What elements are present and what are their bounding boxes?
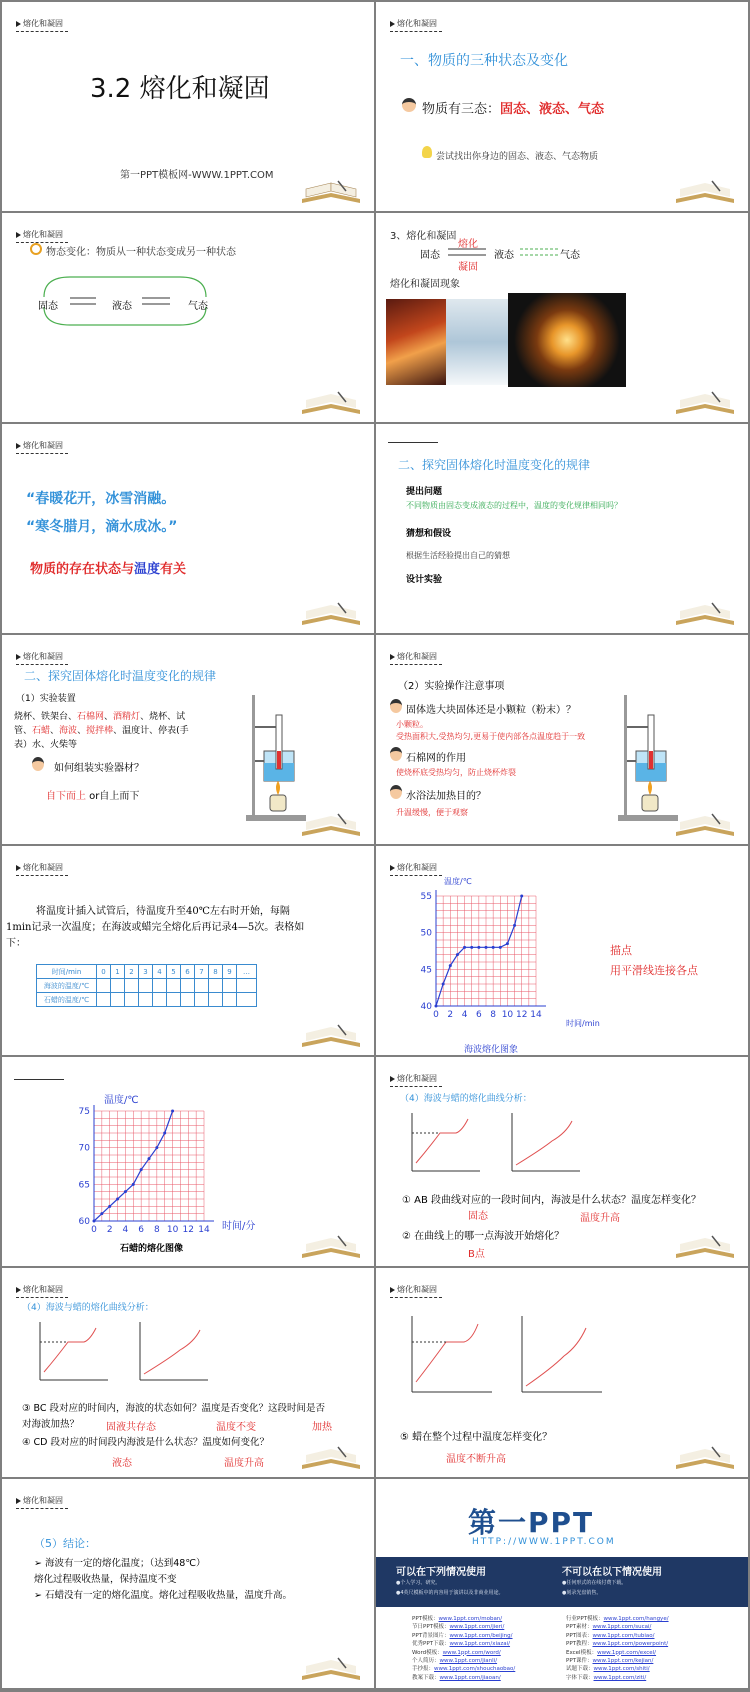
answer-1a: 小颗粒。	[396, 720, 428, 729]
state-gas: 气态	[560, 250, 580, 261]
procedure-line-2: 1min记录一次温度；在海波或蜡完全熔化后再记录4—5次。表格如	[6, 922, 305, 933]
question-5: ⑤ 蜡在整个过程中温度怎样变化？	[400, 1432, 553, 1443]
credit-link-url[interactable]: www.1ppt.com/word/	[442, 1649, 501, 1656]
slide-tag: 熔化和凝固	[16, 1495, 63, 1506]
y-tick-label: 60	[78, 1217, 90, 1227]
x-tick-label: 6	[475, 1010, 482, 1020]
y-tick-label: 70	[78, 1143, 90, 1154]
x-tick-label: 0	[91, 1225, 97, 1235]
credit-link-url[interactable]: www.1ppt.com/tubiao/	[592, 1632, 655, 1639]
header-line	[14, 1079, 64, 1080]
credit-link-row	[412, 1674, 515, 1682]
book-icon	[298, 390, 364, 416]
credit-link-row	[412, 1657, 515, 1665]
label-melt: 熔化	[458, 239, 478, 250]
slide-15-conclusion	[2, 1479, 374, 1688]
credit-link-row	[566, 1632, 669, 1640]
section-heading: （4）海波与蜡的熔化曲线分析：	[22, 1303, 154, 1313]
photo-icicles	[446, 299, 508, 385]
slide-tag: 熔化和凝固	[16, 862, 63, 873]
book-icon	[298, 601, 364, 627]
data-point	[100, 1212, 103, 1215]
row-hypo: 海波的温度/℃	[37, 979, 97, 993]
x-tick-label: 2	[447, 1010, 454, 1020]
data-point	[456, 953, 459, 956]
person-icon	[402, 98, 416, 112]
data-point	[449, 964, 452, 967]
state-solid: 固态	[38, 301, 58, 312]
slide-tag: 熔化和凝固	[390, 18, 437, 29]
credit-link-url[interactable]: www.1ppt.com/shiti/	[593, 1666, 650, 1673]
data-point	[124, 1190, 127, 1193]
person-icon	[390, 699, 402, 713]
answer-4a: 液态	[112, 1458, 132, 1469]
apparatus-line-1: 烧杯、铁架台、石棉网、酒精灯、烧杯、试	[14, 712, 186, 722]
data-point	[171, 1110, 174, 1113]
state-liquid: 液态	[112, 301, 132, 312]
step-hypothesis: 猜想和假设	[406, 529, 452, 539]
mini-curves	[30, 1318, 230, 1388]
x-tick-label: 0	[433, 1010, 439, 1020]
x-tick-label: 8	[490, 1010, 497, 1020]
credit-link-row	[412, 1632, 515, 1640]
credit-link-label: 手抄报：	[412, 1666, 435, 1673]
data-point	[93, 1220, 96, 1223]
credit-link-label: 字体下载：	[566, 1674, 594, 1681]
answer-2: 使烧杯底受热均匀，防止烧杯炸裂	[396, 768, 516, 777]
credit-link-row	[412, 1665, 515, 1673]
y-tick-label: 40	[420, 1002, 432, 1012]
data-point	[140, 1168, 143, 1171]
data-point	[506, 942, 509, 945]
credit-link-url[interactable]: www.1ppt.com/kejian/	[592, 1658, 654, 1665]
book-icon	[672, 1445, 738, 1471]
credit-link-row	[412, 1640, 515, 1648]
credit-link-row	[566, 1615, 669, 1623]
procedure-line-1: 将温度计插入试管后，待温度升至40℃左右时开始，每隔	[36, 906, 290, 917]
links-right	[566, 1615, 669, 1682]
book-icon	[672, 601, 738, 627]
y-tick-label: 65	[78, 1180, 90, 1191]
slide-14-wax-question	[376, 1268, 748, 1477]
photo-candle	[508, 293, 626, 387]
credit-link-label: Word模板：	[412, 1649, 443, 1656]
mini-curves	[402, 1312, 612, 1402]
slide-8-notes	[376, 635, 748, 844]
y-axis-label: 温度/℃	[104, 1095, 139, 1106]
allowed-note-1: ●个人学习、研究。	[396, 1580, 441, 1586]
x-tick-label: 2	[106, 1225, 113, 1235]
slide-tag: 熔化和凝固	[390, 862, 437, 873]
credit-link-label: 优秀PPT下载：	[412, 1641, 450, 1648]
notes-subtitle: （2）实验操作注意事项	[398, 681, 505, 692]
quote-1: “春暖花开，冰雪消融。	[26, 491, 176, 507]
x-tick-label: 6	[138, 1225, 145, 1235]
state-liquid: 液态	[494, 250, 514, 261]
data-point	[520, 895, 523, 898]
allowed-note-2: ●4英尺模板中的内容用于演讲以及非商业用途。	[396, 1590, 504, 1596]
slide-6-inquiry	[376, 424, 748, 633]
slide-12-analysis	[376, 1057, 748, 1266]
conclusion-line-3: ➢ 石蜡没有一定的熔化温度。熔化过程吸收热量，温度升高。	[34, 1590, 292, 1601]
x-tick-label: 14	[530, 1010, 542, 1020]
y-tick-label: 50	[420, 928, 432, 939]
data-point	[148, 1157, 151, 1160]
assembly-question: 如何组装实验器材？	[54, 763, 144, 774]
conclusion-line-1: ➢ 海波有一定的熔化温度；（达到48℃）	[34, 1558, 206, 1569]
answer-3c: 加热	[312, 1422, 332, 1433]
conclusion-heading: （5）结论：	[34, 1537, 96, 1550]
answer-5: 温度不断升高	[446, 1454, 506, 1465]
y-axis-label: 温度/℃	[444, 877, 472, 886]
apparatus-line-2: 管、石蜡、海波、搅拌棒、温度计、停表(手	[14, 726, 189, 736]
question-2: ② 在曲线上的哪一点海波开始熔化？	[402, 1231, 565, 1242]
slide-16-credits	[376, 1479, 748, 1688]
book-icon	[298, 179, 364, 205]
answer-3a: 固液共存态	[106, 1422, 156, 1433]
apparatus-line-3: 表）水、火柴等	[14, 740, 78, 750]
credit-link-url[interactable]: www.1ppt.com/moban/	[438, 1616, 503, 1622]
allowed-title: 可以在下列情况使用	[396, 1567, 486, 1578]
apparatus-illustration	[614, 691, 694, 825]
data-point	[108, 1205, 111, 1208]
book-icon	[298, 1023, 364, 1049]
magnifier-icon	[30, 243, 42, 255]
credit-link-label: 行业PPT模板：	[566, 1616, 604, 1622]
note-smooth: 用平滑线连接各点	[610, 964, 698, 977]
person-icon	[32, 757, 44, 771]
data-point	[477, 946, 480, 949]
source-text: 第一PPT模板网-WWW.1PPT.COM	[120, 170, 274, 181]
book-icon	[672, 390, 738, 416]
disallowed-note-1: ●任何形式的在线付费下载。	[562, 1580, 627, 1586]
slide-11-wax-graph	[2, 1057, 374, 1266]
slide-2-states	[376, 2, 748, 211]
slide-tag: 熔化和凝固	[16, 229, 63, 240]
phenomena-label: 熔化和凝固现象	[390, 279, 460, 290]
conclusion-line-2: 熔化过程吸收热量，保持温度不变	[34, 1574, 177, 1585]
answer-1b: 温度升高	[580, 1213, 620, 1224]
section-heading: 二、探究固体熔化时温度变化的规律	[24, 669, 217, 683]
data-point	[470, 946, 473, 949]
data-point	[485, 946, 488, 949]
question-1: 固体选大块固体还是小颗粒（粉末）？	[406, 705, 576, 716]
y-tick-label: 45	[420, 965, 432, 976]
x-tick-label: 12	[182, 1225, 195, 1235]
answer-3: 升温缓慢，便于观察	[396, 808, 468, 817]
y-tick-label: 75	[78, 1107, 90, 1117]
section-heading: 一、物质的三种状态及变化	[400, 53, 568, 69]
apparatus-subtitle: （1）实验装置	[16, 694, 76, 704]
slide-3-change	[2, 213, 374, 422]
answer-4b: 温度升高	[224, 1458, 264, 1469]
mini-curves	[402, 1109, 602, 1179]
hypothesis-text: 根据生活经验提出自己的猜想	[406, 551, 510, 560]
credit-link-label: 节日PPT模板：	[412, 1624, 450, 1631]
data-point	[132, 1183, 135, 1186]
credit-link-url[interactable]: www.1ppt.com/jieri/	[449, 1624, 505, 1631]
question-text: 不同物质由固态变成液态的过程中，温度的变化规律相同吗？	[406, 501, 622, 510]
credit-link-url[interactable]: www.1ppt.com/jiaoan/	[439, 1674, 501, 1681]
book-icon	[672, 1234, 738, 1260]
data-point	[163, 1132, 166, 1135]
slide-tag: 熔化和凝固	[16, 440, 63, 451]
answer-3b: 温度不变	[216, 1422, 256, 1433]
credit-link-label: Excel模板：	[566, 1649, 598, 1656]
assembly-answer: 自下而上 or自上而下	[46, 791, 140, 802]
slide-title: 3.2 熔化和凝固	[90, 74, 270, 104]
x-tick-label: 4	[122, 1225, 129, 1235]
book-icon	[298, 1656, 364, 1682]
credit-link-row	[412, 1649, 515, 1657]
credit-link-row	[566, 1674, 669, 1682]
credit-link-row	[566, 1657, 669, 1665]
credit-link-row	[566, 1665, 669, 1673]
data-point	[116, 1198, 119, 1201]
slide-tag: 熔化和凝固	[16, 651, 63, 662]
x-tick-label: 12	[515, 1010, 528, 1020]
credit-link-label: PPT课件：	[566, 1658, 593, 1665]
slide-13-analysis	[2, 1268, 374, 1477]
book-icon	[672, 179, 738, 205]
credit-link-label: 教案下载：	[412, 1674, 440, 1681]
x-tick-label: 8	[153, 1225, 160, 1235]
data-point	[435, 1005, 438, 1008]
data-point	[155, 1146, 158, 1149]
data-point	[499, 946, 502, 949]
data-point	[492, 946, 495, 949]
question-4: ④ CD 段对应的时间段内海波是什么状态？温度如何变化？	[22, 1437, 270, 1448]
question-2: 石棉网的作用	[406, 753, 466, 764]
question-3-line-1: ③ BC 段对应的时间内，海波的状态如何？温度是否变化？这段时间是否	[22, 1403, 326, 1414]
slide-1-title	[2, 2, 374, 211]
book-icon	[298, 812, 364, 838]
credit-link-row	[412, 1615, 515, 1623]
data-point	[442, 983, 445, 986]
credit-link-url[interactable]: www.1ppt.com/jianli/	[439, 1658, 498, 1665]
arrows	[446, 245, 566, 259]
person-icon	[390, 785, 402, 799]
credit-link-url[interactable]: www.1ppt.com/xiazai/	[449, 1641, 511, 1648]
x-axis-label: 时间/分	[222, 1221, 256, 1232]
slide-tag: 熔化和凝固	[390, 1073, 437, 1084]
answer-1a: 固态	[468, 1211, 488, 1222]
answer-1b: 受热面积大,受热均匀,更易于使内部各点温度趋于一致	[396, 732, 586, 741]
book-icon	[298, 1445, 364, 1471]
quote-2: “寒冬腊月，滴水成冰。”	[26, 519, 178, 535]
logo-url[interactable]: HTTP://WWW.1PPT.COM	[472, 1537, 616, 1547]
procedure-line-3: 下：	[6, 938, 26, 949]
chart-caption: 海波熔化图象	[464, 1045, 519, 1055]
credit-link-row	[566, 1649, 669, 1657]
chart-caption: 石蜡的熔化图像	[120, 1244, 184, 1254]
book-icon	[672, 812, 738, 838]
photo-molten-iron	[386, 299, 446, 385]
credit-link-url[interactable]: www.1ppt.com/beijing/	[449, 1632, 513, 1639]
x-tick-label: 10	[166, 1225, 179, 1235]
slide-10-hypo-graph	[376, 846, 748, 1055]
hypo-chart	[416, 886, 576, 1026]
conclusion: 物质的存在状态与温度有关	[30, 562, 187, 577]
state-solid: 固态	[420, 250, 440, 261]
disallowed-note-2: ●刻录光盘销售。	[562, 1590, 602, 1596]
data-point	[463, 946, 466, 949]
tip-text: 尝试找出你身边的固态、液态、气态物质	[436, 152, 599, 162]
step-question: 提出问题	[406, 487, 443, 497]
credit-link-url[interactable]: www.1ppt.com/ziti/	[593, 1674, 647, 1681]
state-gas: 气态	[188, 301, 208, 312]
credit-link-url[interactable]: www.1ppt.com/excel/	[597, 1649, 657, 1656]
slide-tag: 熔化和凝固	[16, 1284, 63, 1295]
slide-7-apparatus	[2, 635, 374, 844]
y-tick-label: 55	[420, 892, 432, 902]
bulb-icon	[422, 146, 432, 158]
question-1: ① AB 段曲线对应的一段时间内，海波是什么状态？温度怎样变化？	[402, 1195, 702, 1206]
x-axis-label: 时间/min	[566, 1019, 600, 1028]
apparatus-illustration	[242, 691, 322, 825]
header-line	[388, 442, 438, 443]
credit-link-url[interactable]: www.1ppt.com/hangye/	[603, 1616, 669, 1622]
slide-4-melting	[376, 213, 748, 422]
credit-link-label: PPT模板：	[412, 1616, 439, 1622]
book-icon	[298, 1234, 364, 1260]
credit-link-row	[412, 1623, 515, 1631]
section-heading: （4）海波与蜡的熔化曲线分析：	[400, 1094, 532, 1104]
credit-link-label: PPT素材：	[566, 1624, 593, 1631]
slide-tag: 熔化和凝固	[390, 1284, 437, 1295]
disallowed-title: 不可以在以下情况使用	[562, 1567, 662, 1578]
credit-link-label: 个人简历：	[412, 1658, 440, 1665]
slide-9-procedure	[2, 846, 374, 1055]
definition-text: 物态变化：物质从一种状态变成另一种状态	[46, 247, 236, 258]
credit-link-row	[566, 1623, 669, 1631]
credit-link-label: PPT教程：	[566, 1641, 593, 1648]
x-tick-label: 10	[501, 1010, 514, 1020]
wax-chart	[72, 1101, 232, 1241]
label-freeze: 凝固	[458, 262, 478, 273]
slide-tag: 熔化和凝固	[390, 651, 437, 662]
credit-link-url[interactable]: www.1ppt.com/sucai/	[592, 1624, 652, 1631]
note-plot: 描点	[610, 944, 632, 957]
data-point	[513, 924, 516, 927]
credit-link-url[interactable]: www.1ppt.com/shouchaobao/	[434, 1666, 516, 1673]
credit-link-label: 试题下载：	[566, 1666, 594, 1673]
states-line: 物质有三态：固态、液态、气态	[422, 102, 605, 117]
step-design: 设计实验	[406, 575, 443, 585]
slide-tag: 熔化和凝固	[16, 18, 63, 29]
credit-link-row	[566, 1640, 669, 1648]
section-heading: 二、探究固体熔化时温度变化的规律	[398, 458, 591, 472]
answer-2: B点	[468, 1249, 485, 1260]
credit-link-label: PPT背景图片：	[412, 1632, 450, 1639]
row-wax: 石蜡的温度/℃	[37, 993, 97, 1007]
credit-link-label: PPT图表：	[566, 1632, 593, 1639]
question-3: 水浴法加热目的？	[406, 791, 486, 802]
credit-link-url[interactable]: www.1ppt.com/powerpoint/	[592, 1641, 669, 1648]
x-tick-label: 14	[198, 1225, 210, 1235]
x-tick-label: 4	[461, 1010, 468, 1020]
slide-heading: 3、熔化和凝固	[390, 231, 457, 242]
question-3-line-2: 对海波加热？	[22, 1419, 80, 1430]
slide-5-quotes	[2, 424, 374, 633]
logo-text: 第一PPT	[468, 1506, 595, 1539]
col-header: 时间/min	[37, 965, 97, 979]
links-left	[412, 1615, 515, 1682]
record-table: 时间/min 0 1 2 3 4 5 6 7 8 9 … 海波的温度/℃ 石蜡的温度/℃	[36, 964, 257, 1007]
person-icon	[390, 747, 402, 761]
